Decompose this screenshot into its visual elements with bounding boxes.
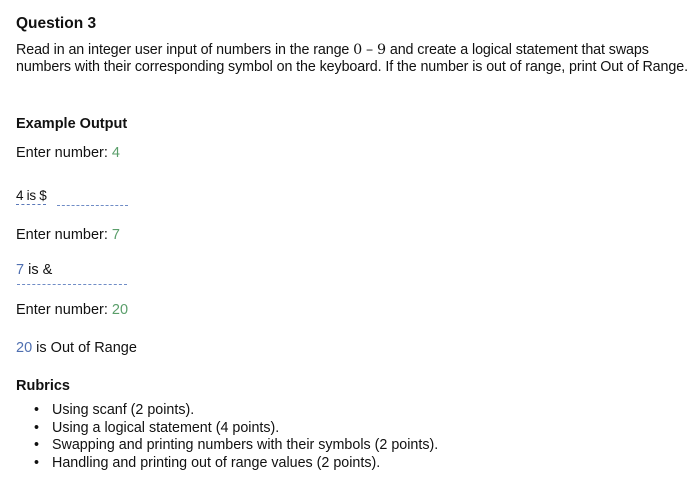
rubrics-list [34,402,438,472]
output-line-1 [16,188,46,203]
question-title: Question 3 [16,15,97,32]
output-text-3: is Out of Range [32,340,137,356]
prompt-label: Enter number: [16,302,112,318]
output-number-1: 4 [16,188,24,203]
list-item-text: Handling and printing out of range values (2 points). [52,454,381,471]
bullet-icon: • [34,419,40,436]
prompt-label: Enter number: [16,227,112,243]
user-input-1: 4 [111,145,120,161]
output-text-2: is & [24,262,53,278]
output-line-2 [16,262,52,278]
list-item [34,420,438,438]
list-item [34,437,438,455]
bullet-icon: • [34,454,40,471]
range-dash: – [366,42,374,58]
output-number-3: 20 [16,340,33,356]
prompt-line-2 [16,227,120,243]
user-input-3: 20 [111,302,129,318]
list-item-text: Using scanf (2 points). [52,402,195,418]
output-text-1: is $ [23,188,47,203]
rubrics-heading: Rubrics [16,378,70,394]
dashed-underline [17,284,127,285]
example-output-heading: Example Output [16,116,128,132]
question-description [16,42,696,76]
dashed-underline [57,205,128,206]
range-start: 0 [353,42,363,58]
list-item-text: Swapping and printing numbers with their symbols (2 points). [52,437,439,453]
list-item-text: Using a logical statement (4 points). [52,419,280,436]
bullet-icon: • [34,437,40,453]
prompt-label: Enter number: [16,145,112,161]
list-item [34,402,438,420]
user-input-2: 7 [111,227,120,243]
intro-text-2: and create a logical statement that swaps numbers with their corresponding symbol on the keyboard. If the number is out of range, print Out of Range. [16,42,688,75]
range-end: 9 [376,42,386,58]
list-item [34,455,438,473]
intro-text-1: Read in an integer user input of numbers in the range [16,42,354,58]
output-number-2: 7 [16,262,25,278]
output-line-3 [16,340,137,356]
prompt-line-3 [16,302,128,318]
prompt-line-1 [16,145,120,161]
bullet-icon: • [34,402,40,418]
